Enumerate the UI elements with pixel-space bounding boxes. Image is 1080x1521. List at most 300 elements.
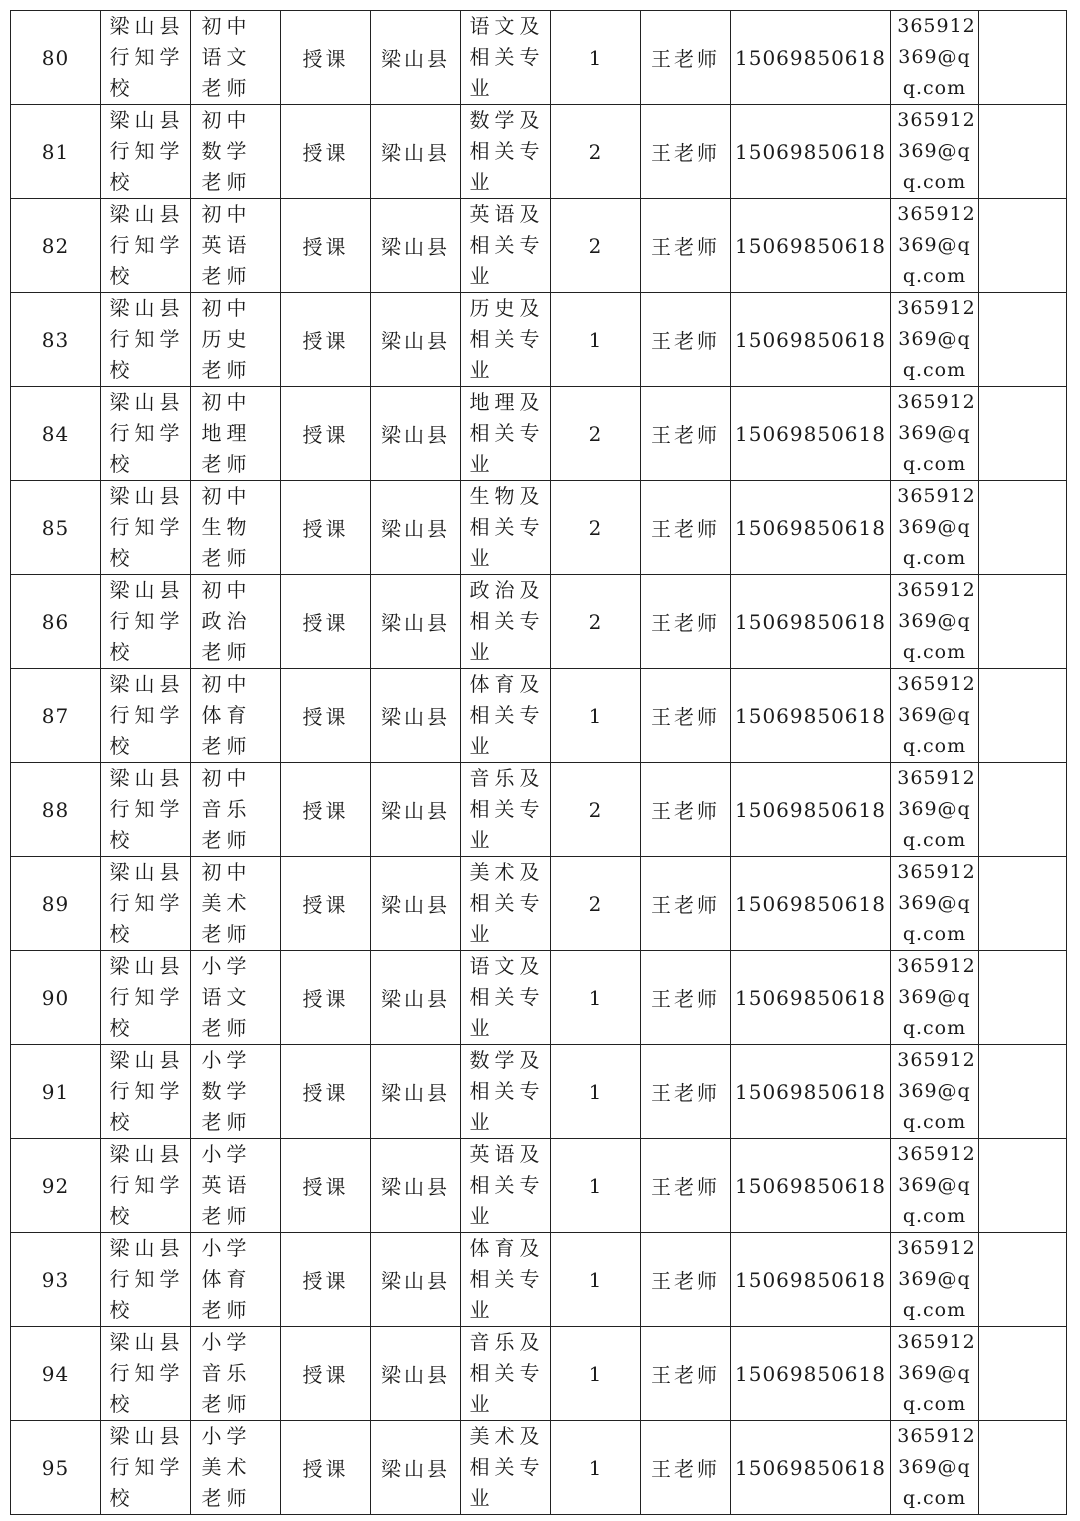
major-cell-text: 美术及相关专业 [469,1424,545,1510]
location-cell-text: 梁山县 [381,1457,450,1481]
phone-cell [731,293,891,387]
email-cell-text: 365912369@qq.com [897,203,976,287]
table-row [11,669,1067,763]
contact-cell [641,575,731,669]
contact-cell [641,481,731,575]
table-body [11,11,1067,1515]
position-cell-text: 小学音乐老师 [201,1330,252,1416]
seq-cell [11,105,101,199]
major-cell [461,293,551,387]
phone-cell-text: 15069850618 [735,1455,886,1480]
location-cell [371,951,461,1045]
job-type-cell [281,387,371,481]
location-cell-text: 梁山县 [381,329,450,353]
position-cell [191,387,281,481]
location-cell-text: 梁山县 [381,1363,450,1387]
school-cell-text: 梁山县行知学校 [109,484,185,570]
job-type-cell [281,11,371,105]
email-cell [891,293,979,387]
phone-cell-text: 15069850618 [735,1173,886,1198]
major-cell-text: 美术及相关专业 [469,860,545,946]
position-cell [191,763,281,857]
job-type-cell [281,951,371,1045]
major-cell [461,481,551,575]
location-cell [371,763,461,857]
count-cell-text: 2 [588,515,603,540]
seq-cell-text: 89 [41,891,70,916]
location-cell-text: 梁山县 [381,141,450,165]
major-cell-text: 体育及相关专业 [469,672,545,758]
contact-cell [641,1327,731,1421]
job-type-cell [281,293,371,387]
phone-cell-text: 15069850618 [735,1267,886,1292]
contact-cell [641,105,731,199]
contact-cell-text: 王老师 [651,1269,720,1293]
position-cell-text: 初中生物老师 [201,484,252,570]
position-cell-text: 小学语文老师 [201,954,252,1040]
major-cell [461,1327,551,1421]
job-type-cell-text: 授课 [302,423,349,447]
email-cell [891,11,979,105]
count-cell [551,11,641,105]
email-cell [891,105,979,199]
school-cell-text: 梁山县行知学校 [109,108,185,194]
table-row [11,1045,1067,1139]
job-type-cell [281,105,371,199]
phone-cell [731,1327,891,1421]
email-cell-text: 365912369@qq.com [897,1237,976,1321]
school-cell [101,1139,191,1233]
location-cell-text: 梁山县 [381,1175,450,1199]
count-cell [551,1233,641,1327]
phone-cell [731,199,891,293]
seq-cell-text: 86 [41,609,70,634]
seq-cell [11,951,101,1045]
major-cell-text: 体育及相关专业 [469,1236,545,1322]
contact-cell [641,199,731,293]
school-cell-text: 梁山县行知学校 [109,296,185,382]
note-cell [979,11,1067,105]
position-cell [191,1421,281,1515]
school-cell [101,857,191,951]
phone-cell-text: 15069850618 [735,609,886,634]
email-cell-text: 365912369@qq.com [897,109,976,193]
table-row [11,1421,1067,1515]
location-cell-text: 梁山县 [381,517,450,541]
job-type-cell-text: 授课 [302,1363,349,1387]
location-cell [371,481,461,575]
count-cell-text: 1 [588,1267,603,1292]
contact-cell [641,1421,731,1515]
email-cell [891,1139,979,1233]
major-cell [461,763,551,857]
note-cell [979,199,1067,293]
email-cell [891,1233,979,1327]
count-cell-text: 2 [588,609,603,634]
school-cell [101,293,191,387]
phone-cell-text: 15069850618 [735,1361,886,1386]
contact-cell-text: 王老师 [651,799,720,823]
count-cell [551,951,641,1045]
phone-cell-text: 15069850618 [735,233,886,258]
seq-cell [11,763,101,857]
job-type-cell-text: 授课 [302,1081,349,1105]
location-cell [371,1327,461,1421]
count-cell-text: 1 [588,985,603,1010]
job-type-cell-text: 授课 [302,329,349,353]
major-cell-text: 英语及相关专业 [469,202,545,288]
contact-cell-text: 王老师 [651,1081,720,1105]
position-cell [191,857,281,951]
contact-cell-text: 王老师 [651,1363,720,1387]
school-cell [101,951,191,1045]
note-cell [979,669,1067,763]
position-cell-text: 初中体育老师 [201,672,252,758]
job-type-cell [281,1233,371,1327]
position-cell-text: 初中历史老师 [201,296,252,382]
contact-cell-text: 王老师 [651,893,720,917]
contact-cell-text: 王老师 [651,987,720,1011]
seq-cell [11,199,101,293]
major-cell-text: 政治及相关专业 [469,578,545,664]
contact-cell [641,1045,731,1139]
email-cell-text: 365912369@qq.com [897,1331,976,1415]
phone-cell [731,1045,891,1139]
seq-cell-text: 91 [41,1079,70,1104]
note-cell [979,105,1067,199]
job-type-cell [281,481,371,575]
phone-cell-text: 15069850618 [735,1079,886,1104]
contact-cell-text: 王老师 [651,1175,720,1199]
major-cell-text: 生物及相关专业 [469,484,545,570]
email-cell [891,763,979,857]
seq-cell [11,1233,101,1327]
table-row [11,763,1067,857]
major-cell [461,387,551,481]
job-type-cell [281,763,371,857]
phone-cell [731,481,891,575]
contact-cell-text: 王老师 [651,705,720,729]
major-cell-text: 历史及相关专业 [469,296,545,382]
count-cell [551,575,641,669]
count-cell [551,293,641,387]
major-cell [461,105,551,199]
phone-cell [731,1233,891,1327]
school-cell-text: 梁山县行知学校 [109,1142,185,1228]
position-cell-text: 小学体育老师 [201,1236,252,1322]
email-cell [891,951,979,1045]
contact-cell-text: 王老师 [651,517,720,541]
position-cell-text: 初中语文老师 [201,14,252,100]
location-cell [371,857,461,951]
seq-cell [11,1045,101,1139]
school-cell-text: 梁山县行知学校 [109,672,185,758]
position-cell [191,199,281,293]
email-cell [891,387,979,481]
location-cell-text: 梁山县 [381,893,450,917]
job-type-cell-text: 授课 [302,1457,349,1481]
location-cell-text: 梁山县 [381,235,450,259]
seq-cell-text: 95 [41,1455,70,1480]
count-cell [551,1139,641,1233]
position-cell [191,951,281,1045]
count-cell-text: 1 [588,1361,603,1386]
count-cell-text: 1 [588,327,603,352]
major-cell-text: 数学及相关专业 [469,1048,545,1134]
seq-cell [11,11,101,105]
count-cell [551,1327,641,1421]
table-row [11,1327,1067,1421]
location-cell [371,669,461,763]
school-cell [101,11,191,105]
contact-cell-text: 王老师 [651,141,720,165]
position-cell [191,575,281,669]
contact-cell [641,1233,731,1327]
seq-cell-text: 94 [41,1361,70,1386]
contact-cell [641,763,731,857]
school-cell [101,669,191,763]
major-cell [461,1233,551,1327]
email-cell [891,1045,979,1139]
email-cell-text: 365912369@qq.com [897,861,976,945]
table-row [11,105,1067,199]
email-cell-text: 365912369@qq.com [897,767,976,851]
seq-cell-text: 81 [41,139,70,164]
email-cell [891,481,979,575]
count-cell [551,1045,641,1139]
position-cell-text: 初中数学老师 [201,108,252,194]
school-cell [101,1421,191,1515]
email-cell [891,1327,979,1421]
count-cell [551,669,641,763]
email-cell [891,575,979,669]
job-type-cell [281,1327,371,1421]
note-cell [979,1327,1067,1421]
count-cell-text: 1 [588,45,603,70]
school-cell [101,1327,191,1421]
note-cell [979,1139,1067,1233]
major-cell-text: 地理及相关专业 [469,390,545,476]
major-cell [461,1421,551,1515]
email-cell-text: 365912369@qq.com [897,391,976,475]
school-cell [101,1045,191,1139]
note-cell [979,951,1067,1045]
position-cell [191,1045,281,1139]
email-cell [891,857,979,951]
location-cell-text: 梁山县 [381,47,450,71]
email-cell-text: 365912369@qq.com [897,673,976,757]
phone-cell [731,857,891,951]
position-cell [191,481,281,575]
position-cell-text: 初中音乐老师 [201,766,252,852]
seq-cell-text: 82 [41,233,70,258]
position-cell [191,293,281,387]
major-cell [461,575,551,669]
job-type-cell [281,199,371,293]
seq-cell [11,293,101,387]
table-row [11,1139,1067,1233]
email-cell [891,669,979,763]
contact-cell-text: 王老师 [651,423,720,447]
email-cell-text: 365912369@qq.com [897,297,976,381]
phone-cell [731,11,891,105]
job-type-cell [281,1139,371,1233]
note-cell [979,1421,1067,1515]
location-cell-text: 梁山县 [381,705,450,729]
school-cell [101,199,191,293]
note-cell [979,857,1067,951]
recruitment-table [10,10,1067,1515]
phone-cell [731,763,891,857]
phone-cell-text: 15069850618 [735,421,886,446]
phone-cell-text: 15069850618 [735,703,886,728]
major-cell-text: 语文及相关专业 [469,954,545,1040]
phone-cell [731,951,891,1045]
job-type-cell [281,1421,371,1515]
job-type-cell-text: 授课 [302,1175,349,1199]
location-cell [371,105,461,199]
job-type-cell-text: 授课 [302,517,349,541]
count-cell-text: 2 [588,233,603,258]
count-cell [551,199,641,293]
position-cell-text: 小学数学老师 [201,1048,252,1134]
table-row [11,857,1067,951]
note-cell [979,1045,1067,1139]
major-cell [461,951,551,1045]
major-cell-text: 音乐及相关专业 [469,766,545,852]
seq-cell [11,669,101,763]
job-type-cell-text: 授课 [302,235,349,259]
location-cell [371,1421,461,1515]
school-cell-text: 梁山县行知学校 [109,14,185,100]
major-cell [461,857,551,951]
count-cell-text: 2 [588,891,603,916]
email-cell-text: 365912369@qq.com [897,955,976,1039]
note-cell [979,763,1067,857]
location-cell-text: 梁山县 [381,611,450,635]
contact-cell-text: 王老师 [651,329,720,353]
email-cell [891,1421,979,1515]
seq-cell-text: 85 [41,515,70,540]
contact-cell-text: 王老师 [651,611,720,635]
location-cell-text: 梁山县 [381,1081,450,1105]
table-row [11,199,1067,293]
major-cell-text: 数学及相关专业 [469,108,545,194]
job-type-cell-text: 授课 [302,799,349,823]
phone-cell [731,669,891,763]
location-cell [371,1139,461,1233]
phone-cell-text: 15069850618 [735,797,886,822]
phone-cell [731,1139,891,1233]
phone-cell-text: 15069850618 [735,891,886,916]
position-cell-text: 初中英语老师 [201,202,252,288]
email-cell [891,199,979,293]
job-type-cell [281,575,371,669]
seq-cell-text: 93 [41,1267,70,1292]
email-cell-text: 365912369@qq.com [897,579,976,663]
count-cell [551,857,641,951]
school-cell-text: 梁山县行知学校 [109,766,185,852]
location-cell [371,11,461,105]
note-cell [979,387,1067,481]
contact-cell-text: 王老师 [651,235,720,259]
location-cell [371,575,461,669]
count-cell [551,1421,641,1515]
seq-cell-text: 88 [41,797,70,822]
major-cell-text: 英语及相关专业 [469,1142,545,1228]
location-cell-text: 梁山县 [381,423,450,447]
school-cell [101,387,191,481]
contact-cell [641,293,731,387]
table-row [11,1233,1067,1327]
position-cell [191,1233,281,1327]
job-type-cell-text: 授课 [302,987,349,1011]
seq-cell [11,857,101,951]
table-row [11,951,1067,1045]
table-row [11,481,1067,575]
school-cell-text: 梁山县行知学校 [109,1236,185,1322]
count-cell [551,105,641,199]
school-cell [101,105,191,199]
phone-cell-text: 15069850618 [735,139,886,164]
location-cell [371,1045,461,1139]
major-cell-text: 音乐及相关专业 [469,1330,545,1416]
location-cell-text: 梁山县 [381,987,450,1011]
major-cell [461,11,551,105]
contact-cell [641,951,731,1045]
job-type-cell-text: 授课 [302,893,349,917]
email-cell-text: 365912369@qq.com [897,1425,976,1509]
email-cell-text: 365912369@qq.com [897,1049,976,1133]
email-cell-text: 365912369@qq.com [897,485,976,569]
seq-cell-text: 87 [41,703,70,728]
count-cell-text: 1 [588,703,603,728]
seq-cell [11,481,101,575]
position-cell-text: 初中政治老师 [201,578,252,664]
position-cell-text: 小学美术老师 [201,1424,252,1510]
count-cell [551,387,641,481]
seq-cell-text: 92 [41,1173,70,1198]
contact-cell-text: 王老师 [651,47,720,71]
location-cell [371,1233,461,1327]
job-type-cell-text: 授课 [302,611,349,635]
position-cell [191,105,281,199]
school-cell [101,575,191,669]
position-cell [191,1327,281,1421]
location-cell [371,199,461,293]
location-cell [371,387,461,481]
major-cell-text: 语文及相关专业 [469,14,545,100]
note-cell [979,481,1067,575]
count-cell-text: 2 [588,139,603,164]
job-type-cell [281,1045,371,1139]
count-cell-text: 2 [588,421,603,446]
seq-cell [11,1327,101,1421]
job-type-cell-text: 授课 [302,141,349,165]
phone-cell [731,575,891,669]
school-cell [101,763,191,857]
count-cell [551,763,641,857]
job-type-cell [281,669,371,763]
school-cell-text: 梁山县行知学校 [109,390,185,476]
email-cell-text: 365912369@qq.com [897,1143,976,1227]
position-cell [191,11,281,105]
seq-cell-text: 80 [41,45,70,70]
job-type-cell [281,857,371,951]
phone-cell-text: 15069850618 [735,45,886,70]
school-cell-text: 梁山县行知学校 [109,1330,185,1416]
position-cell [191,669,281,763]
